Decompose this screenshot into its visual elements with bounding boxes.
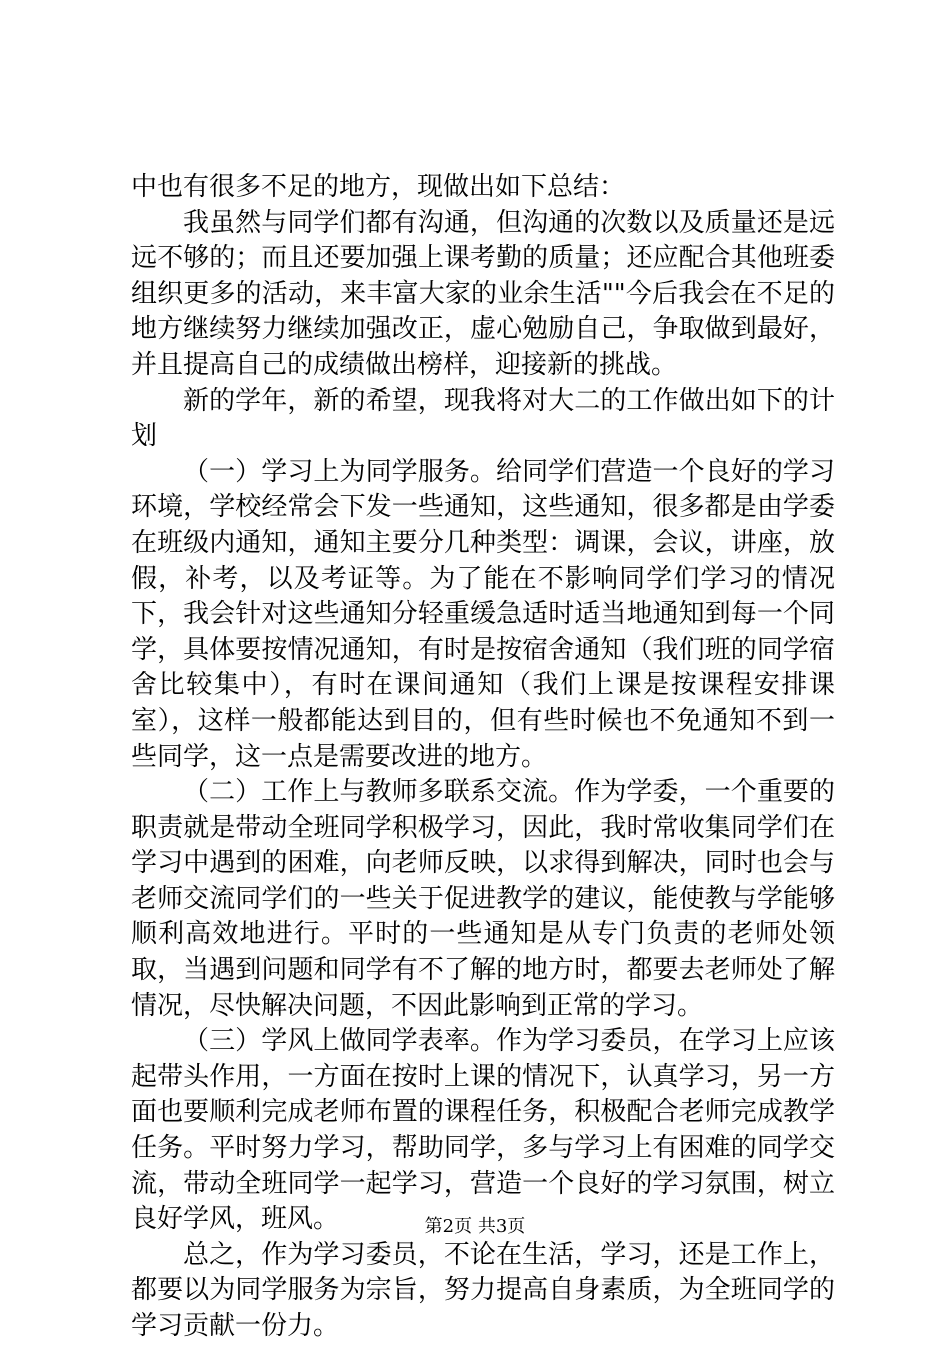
paragraph-plan-item-1: （一）学习上为同学服务。给同学们营造一个良好的学习环境，学校经常会下发一些通知，这些通知，很多都是由学委在班级内通知，通知主要分几种类型：调课，会议，讲座，放假，补考，以及考证等。为了能在不影响同学们学习的情况下，我会针对这些通知分轻重缓急适时适当地通知到每一个同学，具体要按情况通知，有时是按宿舍通知（我们班的同学宿舍比较集中），有时在课间通知（我们上课是按课程安排课室），这样一般都能达到目的，但有些时候也不免通知不到一些同学，这一点是需要改进的地方。 bbox=[131, 456, 835, 772]
page-number-footer: 第2页 共3页 bbox=[424, 1216, 526, 1237]
paragraph-conclusion: 总之，作为学习委员，不论在生活，学习，还是工作上，都要以为同学服务为宗旨，努力提高自身素质，为全班同学的学习贡献一份力。 bbox=[131, 1239, 835, 1341]
paragraph-plan-intro: 新的学年，新的希望，现我将对大二的工作做出如下的计划 bbox=[131, 385, 835, 452]
paragraph-continuation: 中也有很多不足的地方，现做出如下总结： bbox=[131, 172, 626, 202]
document-body bbox=[131, 170, 835, 1345]
paragraph-summary: 我虽然与同学们都有沟通，但沟通的次数以及质量还是远远不够的；而且还要加强上课考勤的质量；还应配合其他班委组织更多的活动，来丰富大家的业余生活""今后我会在不足的地方继续努力继续加强改正，虚心勉励自己，争取做到最好，并且提高自己的成绩做出榜样，迎接新的挑战。 bbox=[131, 207, 835, 380]
paragraph-plan-item-2: （二）工作上与教师多联系交流。作为学委，一个重要的职责就是带动全班同学积极学习，因此，我时常收集同学们在学习中遇到的困难，向老师反映，以求得到解决，同时也会与老师交流同学们的一些关于促进教学的建议，能使教与学能够顺利高效地进行。平时的一些通知是从专门负责的老师处领取，当遇到问题和同学有不了解的地方时，都要去老师处了解情况，尽快解决问题，不因此影响到正常的学习。 bbox=[131, 777, 835, 1021]
paragraph-plan-item-3: （三）学风上做同学表率。作为学习委员，在学习上应该起带头作用，一方面在按时上课的情况下，认真学习，另一方面也要顺利完成老师布置的课程任务，积极配合老师完成教学任务。平时努力学习，帮助同学，多与学习上有困难的同学交流，带动全班同学一起学习，营造一个良好的学习氛围，树立良好学风，班风。 bbox=[131, 1026, 835, 1235]
